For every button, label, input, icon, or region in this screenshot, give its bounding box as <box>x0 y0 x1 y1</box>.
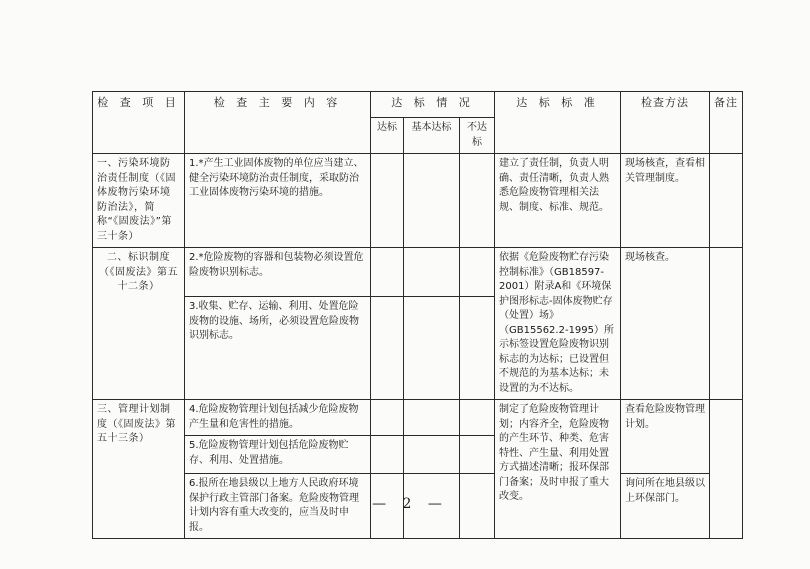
inspection-table <box>92 91 743 539</box>
row3-method-a: 查看危险废物管理计划。 <box>621 400 710 474</box>
row3b-pass-cell <box>371 436 404 474</box>
row1-basic-cell <box>404 154 460 248</box>
header-status: 达 标 情 况 <box>371 92 495 118</box>
header-remark: 备注 <box>710 92 743 154</box>
row1-method: 现场核查，查看相关管理制度。 <box>621 154 710 248</box>
row3-content-b: 5.危险废物管理计划包括危险废物贮存、利用、处置措施。 <box>185 436 371 474</box>
header-method: 检查方法 <box>621 92 710 154</box>
row1-standard: 建立了责任制，负责人明确、责任清晰，负责人熟悉危险废物管理相关法规、制度、标准、规范。 <box>495 154 621 248</box>
row3-standard: 制定了危险废物管理计划；内容齐全，危险废物的产生环节、种类、危害特性、产生量、利用处置方式描述清晰；报环保部门备案；及时申报了重大改变。 <box>495 400 621 539</box>
row3-remark-cell <box>710 400 743 539</box>
row1-content: 1.*产生工业固体废物的单位应当建立、健全污染环境防治责任制度，采取防治工业固体废物污染环境的措施。 <box>185 154 371 248</box>
row2-method: 现场核查。 <box>621 248 710 400</box>
header-basic: 基本达标 <box>404 118 460 154</box>
header-fail: 不达标 <box>460 118 495 154</box>
row3-method-b: 询问所在地县级以上环保部门。 <box>621 474 710 539</box>
row3-item: 三、管理计划制度（《固废法》第五十三条） <box>93 400 185 539</box>
row1-remark-cell <box>710 154 743 248</box>
row2b-basic-cell <box>404 297 460 400</box>
row3c-fail-cell <box>460 474 495 539</box>
header-item: 检 查 项 目 <box>93 92 185 154</box>
header-content: 检 查 主 要 内 容 <box>185 92 371 154</box>
row2-standard: 依据《危险废物贮存污染控制标准》（GB18597-2001）附录A和《环境保护图形标志-固体废物贮存（处置）场》（GB15562.2-1995）所示标签设置危险废物识别标志的为达标；已设置但不规范的为基本达标；未设置的为不达标。 <box>495 248 621 400</box>
row1-item: 一、污染环境防治责任制度（《固体废物污染环境防治法》，简称“《固废法》”第三十条） <box>93 154 185 248</box>
header-pass: 达标 <box>371 118 404 154</box>
page-number: — 2 — <box>372 496 448 512</box>
row2b-fail-cell <box>460 297 495 400</box>
row3-content-a: 4.危险废物管理计划包括减少危险废物产生量和危害性的措施。 <box>185 400 371 436</box>
row1-fail-cell <box>460 154 495 248</box>
row2a-fail-cell <box>460 248 495 297</box>
row3b-fail-cell <box>460 436 495 474</box>
row2a-basic-cell <box>404 248 460 297</box>
header-standard: 达 标 标 准 <box>495 92 621 154</box>
row2-content-a: 2.*危险废物的容器和包装物必须设置危险废物识别标志。 <box>185 248 371 297</box>
row3a-fail-cell <box>460 400 495 436</box>
row1-pass-cell <box>371 154 404 248</box>
row2a-pass-cell <box>371 248 404 297</box>
row2b-pass-cell <box>371 297 404 400</box>
row2-item: 二、标识制度（《固废法》第五十二条） <box>93 248 185 400</box>
row3b-basic-cell <box>404 436 460 474</box>
row3a-basic-cell <box>404 400 460 436</box>
row3a-pass-cell <box>371 400 404 436</box>
row2-content-b: 3.收集、贮存、运输、利用、处置危险废物的设施、场所，必须设置危险废物识别标志。 <box>185 297 371 400</box>
row3-content-c: 6.报所在地县级以上地方人民政府环境保护行政主管部门备案。危险废物管理计划内容有重大改变的，应当及时申报。 <box>185 474 371 539</box>
row2-remark-cell <box>710 248 743 400</box>
